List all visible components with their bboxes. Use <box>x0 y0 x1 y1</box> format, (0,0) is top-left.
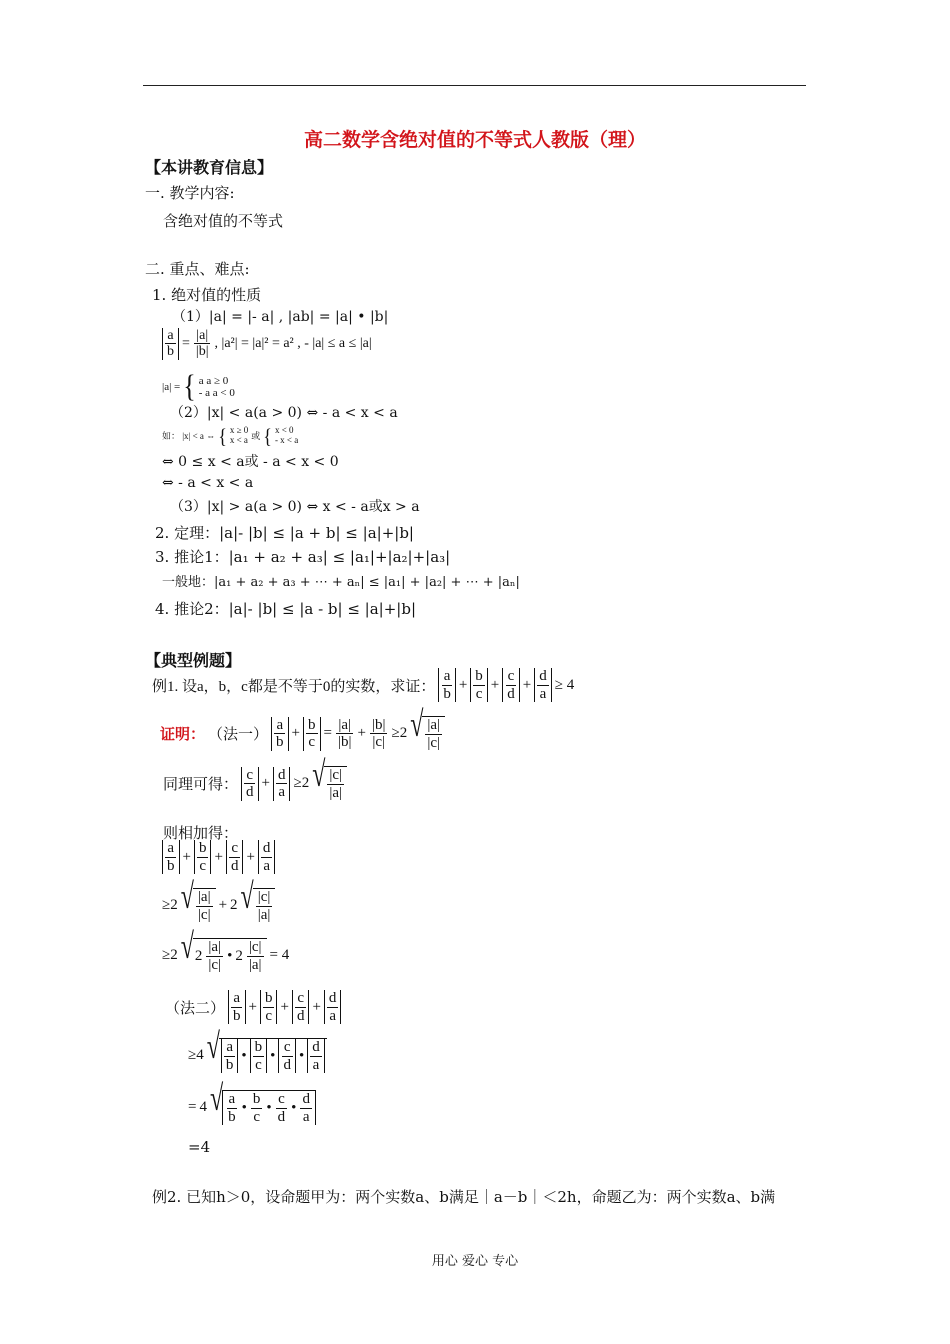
example-2: 例2. 已知h＞0，设命题甲为：两个实数a、b满足｜a－b｜＜2h，命题乙为：两个实数a、b满 <box>152 1188 776 1206</box>
add-up-text: 则相加得： <box>163 824 239 842</box>
property-2-example: 如： |x| < a ⇔ { x ≥ 0 x < a 或 { x < 0 - x < a <box>162 423 299 448</box>
header-rule <box>143 85 806 86</box>
property-heading: 1. 绝对值的性质 <box>152 286 262 304</box>
corollary-1: 3. 推论1：|a₁ + a₂ + a₃| ≤ |a₁|+|a₂|+|a₃| <box>155 548 451 566</box>
general-form: 一般地：|a₁ + a₂ + a₃ + ⋯ + aₙ| ≤ |a₁| + |a₂| + ⋯ + |aₙ| <box>162 575 520 590</box>
theorem: 2. 定理：|a|- |b| ≤ |a + b| ≤ |a|+|b| <box>155 524 414 542</box>
method2-step-1: ≥4 √ $\frac{a}{b}$ • $\frac{b}{c}$ • $\frac{c}{d}$ • $\frac{d}{a}$ <box>188 1038 327 1073</box>
property-2: （2）|x| < a(a > 0) ⇔ - a < x < a <box>170 405 398 421</box>
proof-method-2: （法二） $\frac{a}{b}$ + $\frac{b}{c}$ + $\frac{c}{d}$ + $\frac{d}{a}$ <box>165 990 341 1024</box>
property-3: （3）|x| > a(a > 0) ⇔ x < - a或x > a <box>170 499 420 515</box>
content-heading: 一. 教学内容: <box>145 184 235 202</box>
sum-expression: $\frac{a}{b}$ + $\frac{b}{c}$ + $\frac{c}{d}$ + $\frac{d}{a}$ <box>162 840 275 874</box>
property-1: （1）|a| = |- a| , |ab| = |a| • |b| <box>172 309 389 325</box>
property-1b: $\frac{a}{b}$ = $\frac{|a|}{|b|}$ , |a²| = |a|² = a² , - |a| ≤ a ≤ |a| <box>162 328 372 360</box>
corollary-2: 4. 推论2：|a|- |b| ≤ |a - b| ≤ |a|+|b| <box>155 600 417 618</box>
method2-result: =4 <box>188 1138 211 1156</box>
content-text: 含绝对值的不等式 <box>163 212 284 230</box>
document-title: 高二数学含绝对值的不等式人教版（理） <box>303 129 646 151</box>
sum-step-2: ≥2 √ 2 $\frac{|a|}{|c|}$ • 2 $\frac{|c|}{|a|}$ = 4 <box>162 927 290 973</box>
equivalence-2: ⇔ - a < x < a <box>162 475 254 491</box>
key-points-heading: 二. 重点、难点: <box>145 260 250 278</box>
method2-step-2: = 4 √ $\frac{a}{b}$ • $\frac{b}{c}$ • $\frac{c}{d}$ • $\frac{d}{a}$ <box>188 1090 316 1125</box>
page-footer: 用心 爱心 专心 <box>431 1254 519 1269</box>
section-info-heading: 【本讲教育信息】 <box>145 158 274 177</box>
abs-piecewise: |a| = { a a ≥ 0 - a a < 0 <box>162 369 235 404</box>
examples-heading: 【典型例题】 <box>145 651 242 670</box>
similarly-line: 同理可得： $\frac{c}{d}$ + $\frac{d}{a}$ ≥2 √ $\frac{|c|}{|a|}$ <box>163 766 347 801</box>
proof-method-1: 证明： （法一） $\frac{a}{b}$ + $\frac{b}{c}$ = $\frac{|a|}{|b|}$ + $\frac{|b|}{|c|}$ ≥2 √ $\frac{|a|}{|c|}$ <box>160 716 445 751</box>
example-1: 例1. 设a，b，c都是不等于0的实数，求证： $\frac{a}{b}$ + $\frac{b}{c}$ + $\frac{c}{d}$ + $\frac{d}{a}$ ≥ 4 <box>152 668 575 702</box>
sum-step-1: ≥2 √ $\frac{|a|}{|c|}$ + 2 √ $\frac{|c|}{|a|}$ <box>162 888 275 923</box>
equivalence-1: ⇔ 0 ≤ x < a或 - a < x < 0 <box>162 454 339 470</box>
